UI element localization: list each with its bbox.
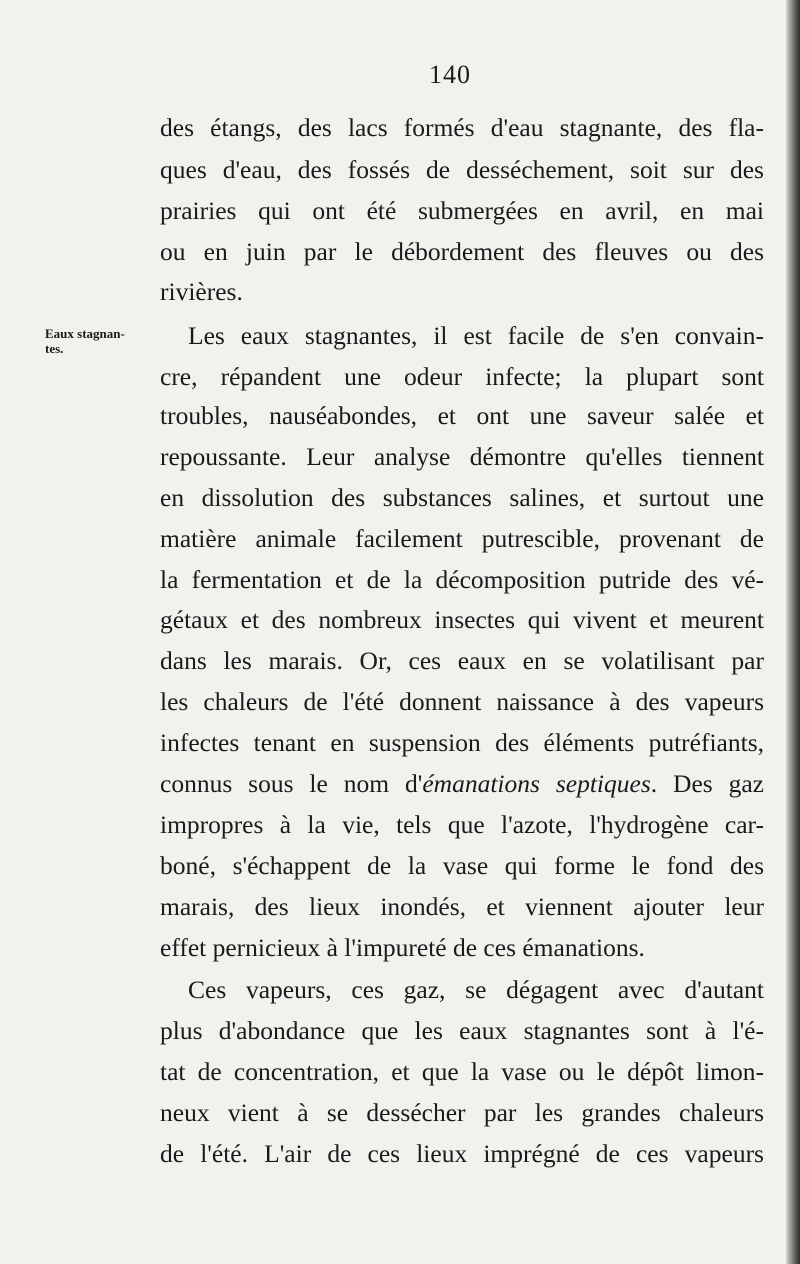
margin-note-line-2: tes. xyxy=(45,341,64,356)
text-line: en dissolution des substances salines, et surtout une xyxy=(160,483,764,512)
text-line: des étangs, des lacs formés d'eau stagnante, des fla- xyxy=(160,113,764,142)
text-line: neux vient à se dessécher par les grandes chaleurs xyxy=(160,1098,764,1127)
text-span: . Des gaz xyxy=(650,769,765,798)
text-line: boné, s'échappent de la vase qui forme le fond des xyxy=(160,851,764,880)
text-line: infectes tenant en suspension des éléments putréfiants, xyxy=(160,728,764,757)
page-edge-shadow xyxy=(786,0,800,1264)
text-line: impropres à la vie, tels que l'azote, l'hydrogène car- xyxy=(160,810,764,839)
text-line: matière animale facilement putrescible, provenant de xyxy=(160,524,764,553)
margin-note xyxy=(45,326,155,356)
text-line: marais, des lieux inondés, et viennent ajouter leur xyxy=(160,892,764,921)
text-line: plus d'abondance que les eaux stagnantes sont à l'é- xyxy=(160,1016,764,1045)
text-line: cre, répandent une odeur infecte; la plupart sont xyxy=(160,362,764,391)
text-line xyxy=(160,764,764,804)
text-line: effet pernicieux à l'impureté de ces émanations. xyxy=(160,933,645,962)
text-span: connus sous le nom d' xyxy=(160,769,423,798)
text-line: prairies qui ont été submergées en avril, en mai xyxy=(160,196,764,225)
margin-note-line-1: Eaux stagnan- xyxy=(45,326,125,341)
text-line: tat de concentration, et que la vase ou le dépôt limon- xyxy=(160,1057,764,1086)
text-line: ques d'eau, des fossés de desséchement, soit sur des xyxy=(160,155,764,184)
text-line: les chaleurs de l'été donnent naissance à des vapeurs xyxy=(160,687,764,716)
text-line: repoussante. Leur analyse démontre qu'elles tiennent xyxy=(160,442,764,471)
text-line: dans les marais. Or, ces eaux en se volatilisant par xyxy=(160,646,764,675)
text-line: troubles, nauséabondes, et ont une saveur salée et xyxy=(160,401,764,430)
text-line: rivières. xyxy=(160,277,243,306)
text-line: Les eaux stagnantes, il est facile de s'en convain- xyxy=(188,321,764,350)
text-line: Ces vapeurs, ces gaz, se dégagent avec d'autant xyxy=(188,975,764,1004)
page-number: 140 xyxy=(429,60,471,89)
text-line: gétaux et des nombreux insectes qui vivent et meurent xyxy=(160,605,764,634)
text-line: ou en juin par le débordement des fleuves ou des xyxy=(160,237,764,266)
italic-term: émanations septiques xyxy=(422,769,651,798)
text-line: la fermentation et de la décomposition putride des vé- xyxy=(160,565,764,594)
text-line: de l'été. L'air de ces lieux imprégné de ces vapeurs xyxy=(160,1139,764,1168)
